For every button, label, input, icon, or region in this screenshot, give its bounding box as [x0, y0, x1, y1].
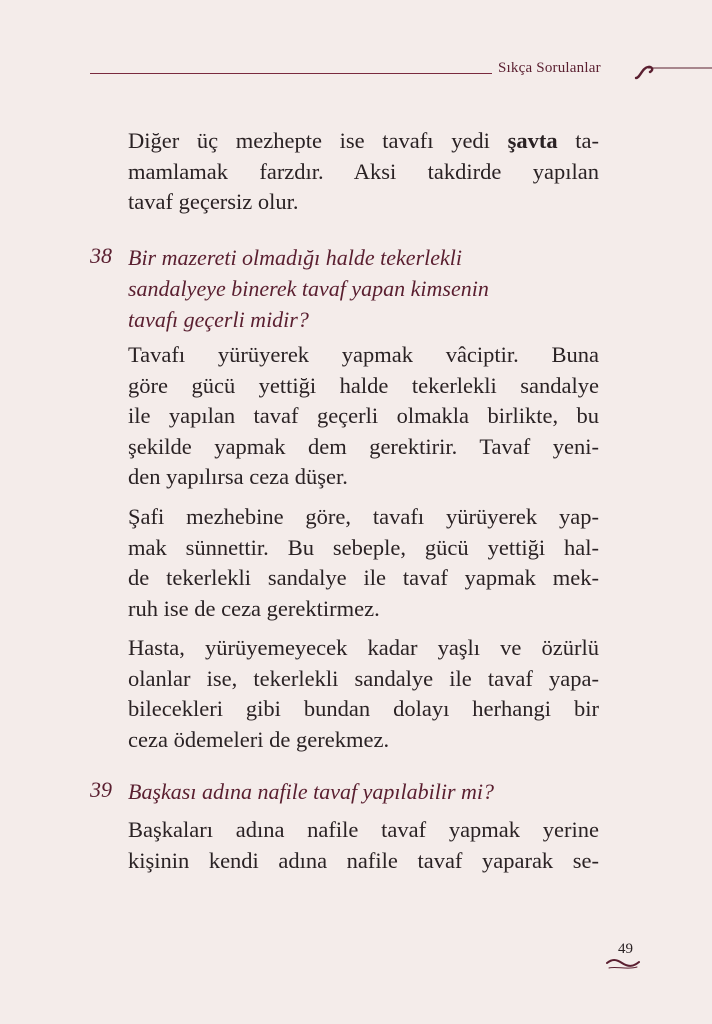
intro-paragraph	[128, 126, 599, 218]
question-38-text	[128, 242, 568, 335]
question-line: tavafı geçerli midir?	[128, 307, 309, 332]
text-line: Tavafı yürüyerek yapmak vâciptir. Buna	[128, 342, 599, 367]
running-header-title: Sıkça Sorulanlar	[498, 60, 601, 76]
question-number: 38	[90, 243, 112, 268]
text-line: olanlar ise, tekerlekli sandalye ile tavaf yapa-	[128, 665, 599, 691]
text-line: Hasta, yürüyemeyecek kadar yaşlı ve özürlü	[128, 635, 599, 660]
question-line: Başkası adına nafile tavaf yapılabilir mi?	[128, 779, 495, 804]
text-line: mamlamak farzdır. Aksi takdirde yapılan	[128, 158, 599, 184]
header-rule	[90, 73, 492, 74]
footer-swash-icon	[606, 957, 640, 971]
text-line: bilecekleri gibi bundan dolayı herhangi bir	[128, 696, 599, 721]
text-line: göre gücü yettiği halde tekerlekli sandalye	[128, 372, 599, 398]
text-line: kişinin kendi adına nafile tavaf yaparak se-	[128, 847, 599, 873]
bold-term: şavta	[507, 128, 558, 153]
text-segment: ta-	[557, 128, 599, 153]
answer-38-paragraph-1	[128, 340, 599, 493]
text-line: den yapılırsa ceza düşer.	[128, 464, 348, 489]
page-number: 49	[618, 941, 633, 957]
text-line: Başkaları adına nafile tavaf yapmak yerine	[128, 817, 599, 842]
answer-39-paragraph-1	[128, 815, 599, 876]
header-swash-icon	[634, 64, 712, 80]
question-line: sandalyeye binerek tavaf yapan kimsenin	[128, 276, 489, 301]
question-line: Bir mazereti olmadığı halde tekerlekli	[128, 245, 462, 270]
text-line: ile yapılan tavaf geçerli olmakla birlikte, bu	[128, 403, 599, 428]
text-line: Şafi mezhebine göre, tavafı yürüyerek yap-	[128, 504, 599, 529]
question-number: 39	[90, 777, 112, 802]
answer-38-paragraph-2	[128, 502, 599, 624]
question-39-text	[128, 776, 568, 807]
text-line: ruh ise de ceza gerektirmez.	[128, 595, 380, 621]
text-line: tavaf geçersiz olur.	[128, 189, 299, 214]
text-line	[128, 126, 599, 157]
text-segment: Diğer üç mezhepte ise tavafı yedi	[128, 128, 508, 153]
answer-38-paragraph-3	[128, 633, 599, 755]
text-line: ceza ödemeleri de gerekmez.	[128, 726, 390, 752]
text-line: mak sünnettir. Bu sebeple, gücü yettiği hal-	[128, 534, 599, 560]
text-line: de tekerlekli sandalye ile tavaf yapmak mek-	[128, 565, 599, 590]
text-line: şekilde yapmak dem gerektirir. Tavaf yeni-	[128, 433, 599, 459]
